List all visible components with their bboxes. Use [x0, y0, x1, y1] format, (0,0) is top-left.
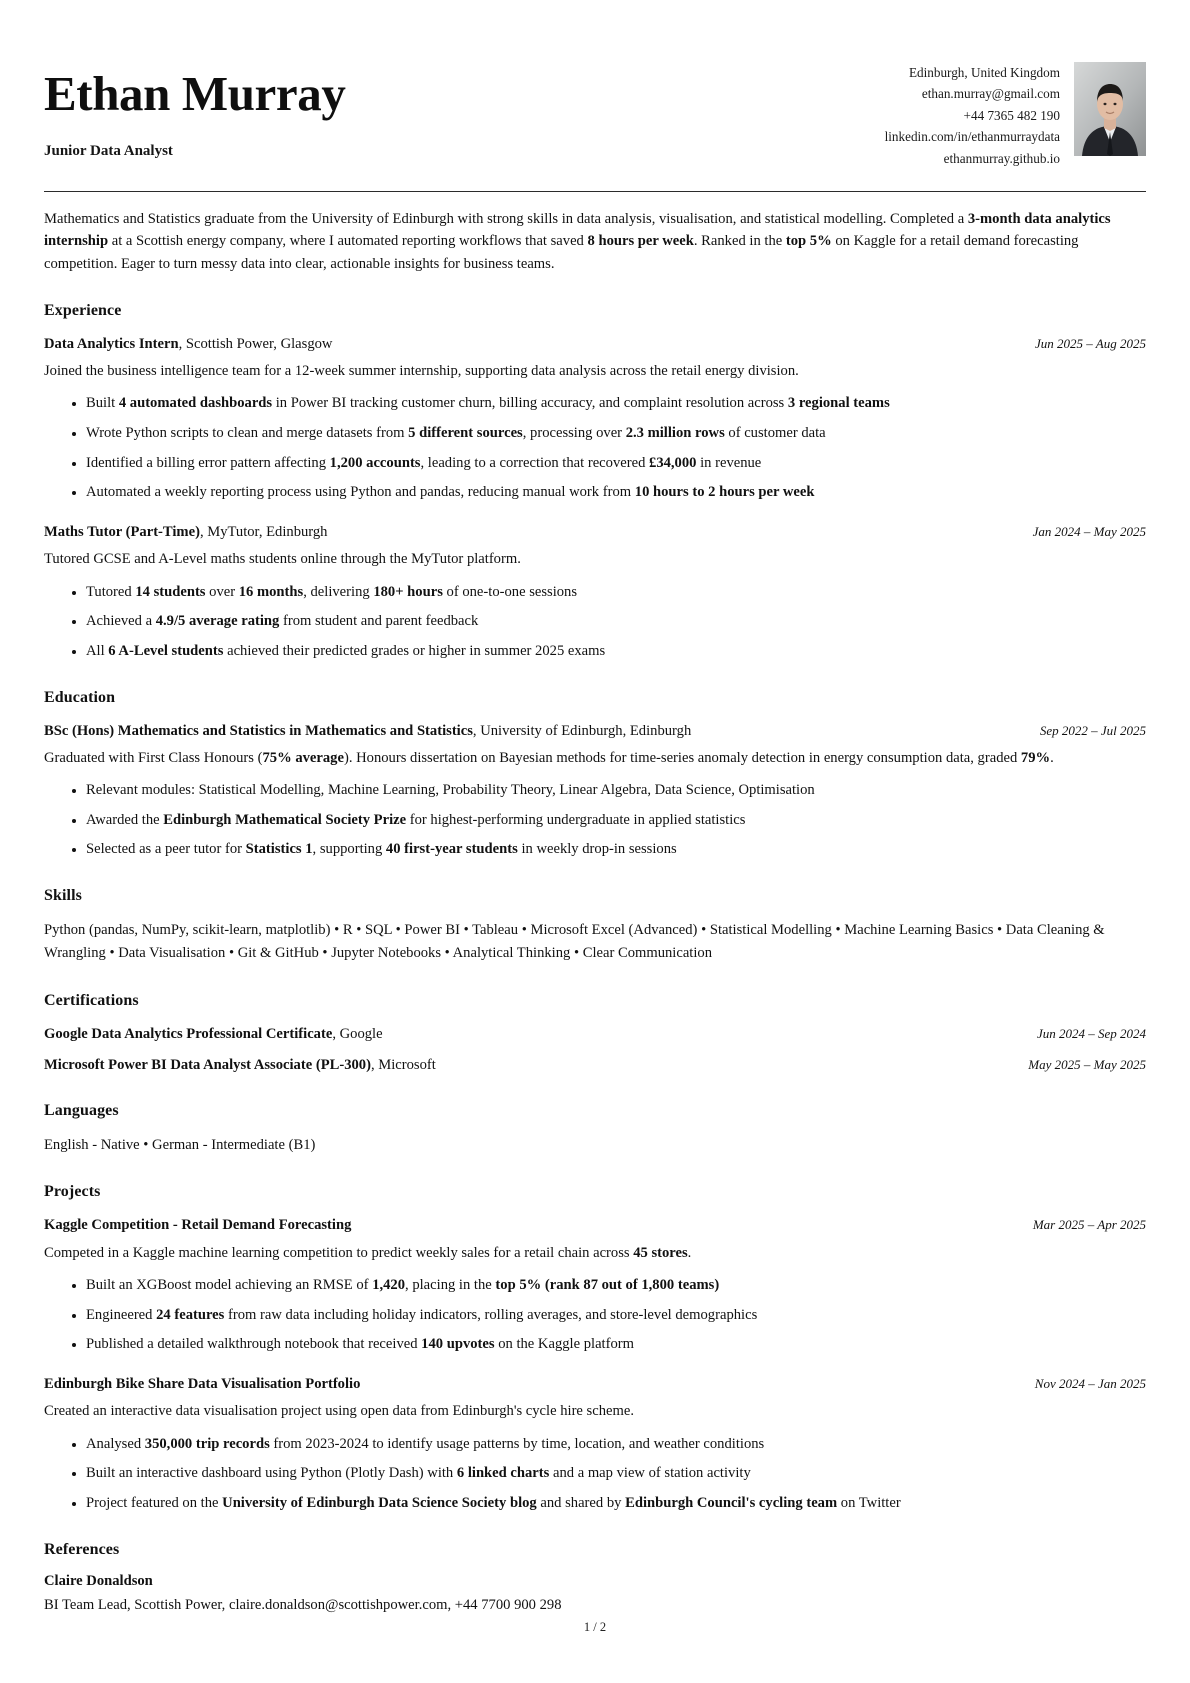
entry-bullets	[44, 392, 1146, 503]
experience-entry	[44, 522, 1146, 663]
entry-bullets	[44, 581, 1146, 663]
contact-list	[885, 62, 1060, 169]
contact-website[interactable]: ethanmurray.github.io	[943, 150, 1060, 166]
list-item: • Selected as a peer tutor for Statistics 1, supporting 40 first-year students in weekly drop-in sessions	[86, 838, 1146, 861]
header-identity	[44, 58, 345, 160]
entry-bullets	[44, 779, 1146, 861]
project-entry	[44, 1215, 1146, 1356]
entry-bullets	[44, 1274, 1146, 1356]
section-title-projects: Projects	[44, 1183, 101, 1201]
header-contact-block	[885, 58, 1146, 169]
profile-photo-illustration	[1074, 62, 1146, 156]
experience-entry	[44, 334, 1146, 504]
entry-description: Joined the business intelligence team for a 12-week summer internship, supporting data analysis across the retail energy division.	[44, 362, 799, 379]
contact-email[interactable]: ethan.murray@gmail.com	[921, 86, 1060, 102]
entry-header	[44, 1024, 1146, 1045]
entry-bullets	[44, 1433, 1146, 1515]
section-title-experience: Experience	[44, 301, 122, 319]
entry-header	[44, 1215, 1146, 1236]
list-item: • Engineered 24 features from raw data including holiday indicators, rolling averages, and store-level demographics	[86, 1304, 1146, 1327]
list-item: • All 6 A-Level students achieved their predicted grades or higher in summer 2025 exams	[86, 640, 1146, 663]
list-item: • Awarded the Edinburgh Mathematical Society Prize for highest-performing undergraduate in applied statistics	[86, 809, 1146, 832]
list-item: • Built an interactive dashboard using Python (Plotly Dash) with 6 linked charts and a map view of station activity	[86, 1462, 1146, 1485]
professional-summary: Mathematics and Statistics graduate from the University of Edinburgh with strong skills in data analysis, visualisation, and statistical modelling. Completed a 3-month data analytics internship at a Scottish energy company, where I automated reporting workflows that saved 8 hours per week. Ranked in the top 5% on Kaggle for a retail demand forecasting competition. Eager to turn messy data into clear, actionable insights for business teams.	[44, 210, 1111, 273]
list-item: • Wrote Python scripts to clean and merge datasets from 5 different sources, processing over 2.3 million rows of customer data	[86, 422, 1146, 445]
list-item: • Analysed 350,000 trip records from 2023-2024 to identify usage patterns by time, location, and weather conditions	[86, 1433, 1146, 1456]
entry-title: Kaggle Competition - Retail Demand Forecasting	[44, 1217, 352, 1234]
entry-header	[44, 334, 1146, 355]
section-title-skills: Skills	[44, 887, 82, 905]
entry-date: Sep 2022 – Jul 2025	[1039, 722, 1146, 738]
entry-description: Competed in a Kaggle machine learning competition to predict weekly sales for a retail chain across 45 stores.	[44, 1244, 692, 1261]
header-divider	[44, 191, 1146, 192]
entry-description: Created an interactive data visualisation project using open data from Edinburgh's cycle hire scheme.	[44, 1403, 634, 1420]
entry-date: Nov 2024 – Jan 2025	[1034, 1376, 1146, 1392]
project-entry	[44, 1374, 1146, 1515]
list-item: • Achieved a 4.9/5 average rating from student and parent feedback	[86, 610, 1146, 633]
entry-title: Maths Tutor (Part-Time), MyTutor, Edinburgh	[44, 523, 328, 540]
page-title: Ethan Murray	[44, 66, 346, 121]
contact-phone[interactable]: +44 7365 482 190	[963, 107, 1060, 123]
entry-description: Graduated with First Class Honours (75% average). Honours dissertation on Bayesian methods for time-series anomaly detection in energy consumption data, graded 79%.	[44, 749, 1054, 766]
entry-header	[44, 522, 1146, 543]
education-entry	[44, 721, 1146, 862]
resume-header	[44, 40, 1146, 169]
entry-date: Mar 2025 – Apr 2025	[1032, 1217, 1146, 1233]
reference-entry	[44, 1573, 1146, 1617]
section-education	[44, 689, 1146, 862]
section-projects	[44, 1183, 1146, 1514]
list-item: • Built an XGBoost model achieving an RMSE of 1,420, placing in the top 5% (rank 87 out of 1,800 teams)	[86, 1274, 1146, 1297]
list-item: • Tutored 14 students over 16 months, delivering 180+ hours of one-to-one sessions	[86, 581, 1146, 604]
certification-entry	[44, 1024, 1146, 1045]
entry-date: Jun 2024 – Sep 2024	[1036, 1025, 1146, 1041]
section-title-references: References	[44, 1540, 120, 1558]
entry-header	[44, 1055, 1146, 1076]
list-item: • Published a detailed walkthrough notebook that received 140 upvotes on the Kaggle platform	[86, 1333, 1146, 1356]
skills-list: Python (pandas, NumPy, scikit-learn, matplotlib) • R • SQL • Power BI • Tableau • Microsoft Excel (Advanced) • Statistical Modelling • Machine Learning Basics • Data Cleaning & Wrangling • Data Visualisation • Git & GitHub • Jupyter Notebooks • Analytical Thinking • Clear Communication	[44, 922, 1105, 962]
avatar	[1074, 62, 1146, 156]
section-title-education: Education	[44, 688, 116, 706]
list-item: • Project featured on the University of Edinburgh Data Science Society blog and shared by Edinburgh Council's cycling team on Twitter	[86, 1492, 1146, 1515]
languages-list: English - Native • German - Intermediate (B1)	[44, 1137, 316, 1154]
entry-title: BSc (Hons) Mathematics and Statistics in Mathematics and Statistics, University of Edinburgh, Edinburgh	[44, 722, 692, 739]
section-references	[44, 1541, 1146, 1617]
list-item: • Relevant modules: Statistical Modelling, Machine Learning, Probability Theory, Linear Algebra, Data Science, Optimisation	[86, 779, 1146, 802]
entry-date: Jun 2025 – Aug 2025	[1035, 335, 1146, 351]
section-title-languages: Languages	[44, 1102, 119, 1120]
entry-title: Data Analytics Intern, Scottish Power, Glasgow	[44, 335, 333, 352]
list-item: • Identified a billing error pattern affecting 1,200 accounts, leading to a correction that recovered £34,000 in revenue	[86, 452, 1146, 475]
contact-location: Edinburgh, United Kingdom	[908, 65, 1060, 80]
entry-header	[44, 1374, 1146, 1395]
entry-title: Microsoft Power BI Data Analyst Associate (PL-300), Microsoft	[44, 1056, 436, 1073]
job-headline: Junior Data Analyst	[44, 143, 173, 160]
list-item: • Automated a weekly reporting process using Python and pandas, reducing manual work from 10 hours to 2 hours per week	[86, 481, 1146, 504]
contact-linkedin[interactable]: linkedin.com/in/ethanmurraydata	[884, 129, 1060, 145]
entry-description: Tutored GCSE and A-Level maths students online through the MyTutor platform.	[44, 551, 521, 568]
page-number: 1 / 2	[583, 1620, 607, 1634]
section-languages	[44, 1102, 1146, 1157]
certification-entry	[44, 1055, 1146, 1076]
section-experience	[44, 302, 1146, 663]
section-certifications	[44, 992, 1146, 1076]
list-item: • Built 4 automated dashboards in Power BI tracking customer churn, billing accuracy, and complaint resolution across 3 regional teams	[86, 392, 1146, 415]
section-skills	[44, 887, 1146, 966]
section-title-certifications: Certifications	[44, 991, 139, 1009]
entry-title: Edinburgh Bike Share Data Visualisation Portfolio	[44, 1376, 361, 1393]
reference-name: Claire Donaldson	[44, 1572, 153, 1589]
entry-date: May 2025 – May 2025	[1028, 1056, 1146, 1072]
entry-title: Google Data Analytics Professional Certificate, Google	[44, 1025, 383, 1042]
entry-header	[44, 721, 1146, 742]
entry-date: Jan 2024 – May 2025	[1032, 523, 1146, 539]
reference-detail: BI Team Lead, Scottish Power, claire.donaldson@scottishpower.com, +44 7700 900 298	[44, 1596, 562, 1613]
